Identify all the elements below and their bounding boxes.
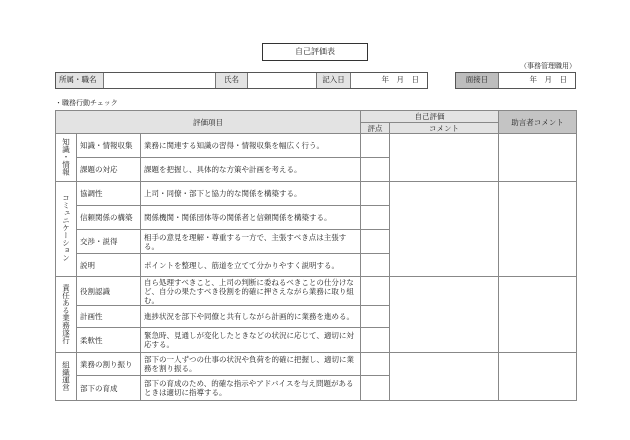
score-cell[interactable] [361, 277, 390, 306]
group-name: コミュニケーション [61, 194, 71, 262]
header-comment: コメント [390, 123, 499, 134]
name-field[interactable] [248, 73, 317, 88]
info-row-interview [455, 72, 576, 89]
group-name: 組織運営 [61, 360, 71, 391]
group-name: 責任ある業務遂行 [61, 283, 71, 344]
form-title: 自己評価表 [262, 43, 368, 61]
advisor-comment-cell[interactable] [499, 182, 577, 277]
group-label [56, 182, 77, 277]
self-comment-cell[interactable] [390, 353, 499, 401]
item-description: 進捗状況を部下や同僚と共有しながら計画的に業務を進める。 [141, 306, 361, 328]
item-name: 柔軟性 [77, 328, 141, 353]
evaluation-table [55, 110, 577, 401]
item-description: 課題を把握し、具体的な方策や計画を考える。 [141, 158, 361, 182]
score-cell[interactable] [361, 182, 390, 206]
item-name: 知識・情報収集 [77, 134, 141, 158]
table-row [56, 134, 577, 158]
score-cell[interactable] [361, 328, 390, 353]
item-name: 課題の対応 [77, 158, 141, 182]
advisor-comment-cell[interactable] [499, 134, 577, 182]
info-row-main [55, 72, 428, 89]
score-cell[interactable] [361, 134, 390, 158]
advisor-comment-cell[interactable] [499, 277, 577, 353]
table-row [56, 182, 577, 206]
score-cell[interactable] [361, 353, 390, 376]
group-label [56, 353, 77, 401]
entry-date-label: 記入日 [317, 73, 351, 88]
item-name: 業務の割り振り [77, 353, 141, 376]
item-description: 関係機関・関係団体等の関係者と信頼関係を構築する。 [141, 206, 361, 230]
entry-date-field[interactable]: 年 月 日 [381, 75, 419, 84]
group-name: 知識・情報 [61, 137, 71, 176]
affiliation-label: 所属・職名 [56, 73, 104, 88]
table-row [56, 277, 577, 306]
self-comment-cell[interactable] [390, 134, 499, 182]
score-cell[interactable] [361, 158, 390, 182]
item-name: 交渉・説得 [77, 230, 141, 254]
header-advisor: 助言者コメント [499, 111, 577, 134]
item-description: 自ら処理すべきこと、上司の判断に委ねるべきことの仕分けなど、自分の果たすべき役割を的確に押さえながら業務に取り組む。 [141, 277, 361, 306]
score-cell[interactable] [361, 230, 390, 254]
section-title: ・職務行動チェック [55, 99, 118, 107]
item-description: 上司・同僚・部下と協力的な関係を構築する。 [141, 182, 361, 206]
item-name: 協調性 [77, 182, 141, 206]
item-description: 緊急時、見通しが変化したときなどの状況に応じて、適切に対応する。 [141, 328, 361, 353]
score-cell[interactable] [361, 306, 390, 328]
header-self-eval: 自己評価 [361, 111, 499, 123]
interview-date-field[interactable]: 年 月 日 [529, 75, 567, 84]
group-label [56, 277, 77, 353]
header-item: 評価項目 [56, 111, 361, 134]
group-label [56, 134, 77, 182]
form-type-note: （事務管理職用） [520, 62, 576, 70]
item-name: 計画性 [77, 306, 141, 328]
item-description: 業務に関連する知識の習得・情報収集を幅広く行う。 [141, 134, 361, 158]
score-cell[interactable] [361, 206, 390, 230]
item-name: 役割認識 [77, 277, 141, 306]
table-row [56, 353, 577, 376]
item-description: 部下の一人ずつの仕事の状況や負荷を的確に把握し、適切に業務を割り振る。 [141, 353, 361, 376]
score-cell[interactable] [361, 254, 390, 277]
item-name: 信頼関係の構築 [77, 206, 141, 230]
advisor-comment-cell[interactable] [499, 353, 577, 401]
item-description: 相手の意見を理解・尊重する一方で、主張すべき点は主張する。 [141, 230, 361, 254]
item-name: 部下の育成 [77, 376, 141, 401]
header-score: 評点 [361, 123, 390, 134]
item-description: 部下の育成のため、的確な指示やアドバイスを与え問題があるときは適切に指導する。 [141, 376, 361, 401]
self-comment-cell[interactable] [390, 277, 499, 353]
item-name: 説明 [77, 254, 141, 277]
name-label: 氏名 [216, 73, 248, 88]
score-cell[interactable] [361, 376, 390, 401]
interview-date-label: 面接日 [456, 73, 499, 88]
affiliation-field[interactable] [104, 73, 216, 88]
self-comment-cell[interactable] [390, 182, 499, 277]
item-description: ポイントを整理し、筋道を立てて分かりやすく説明する。 [141, 254, 361, 277]
